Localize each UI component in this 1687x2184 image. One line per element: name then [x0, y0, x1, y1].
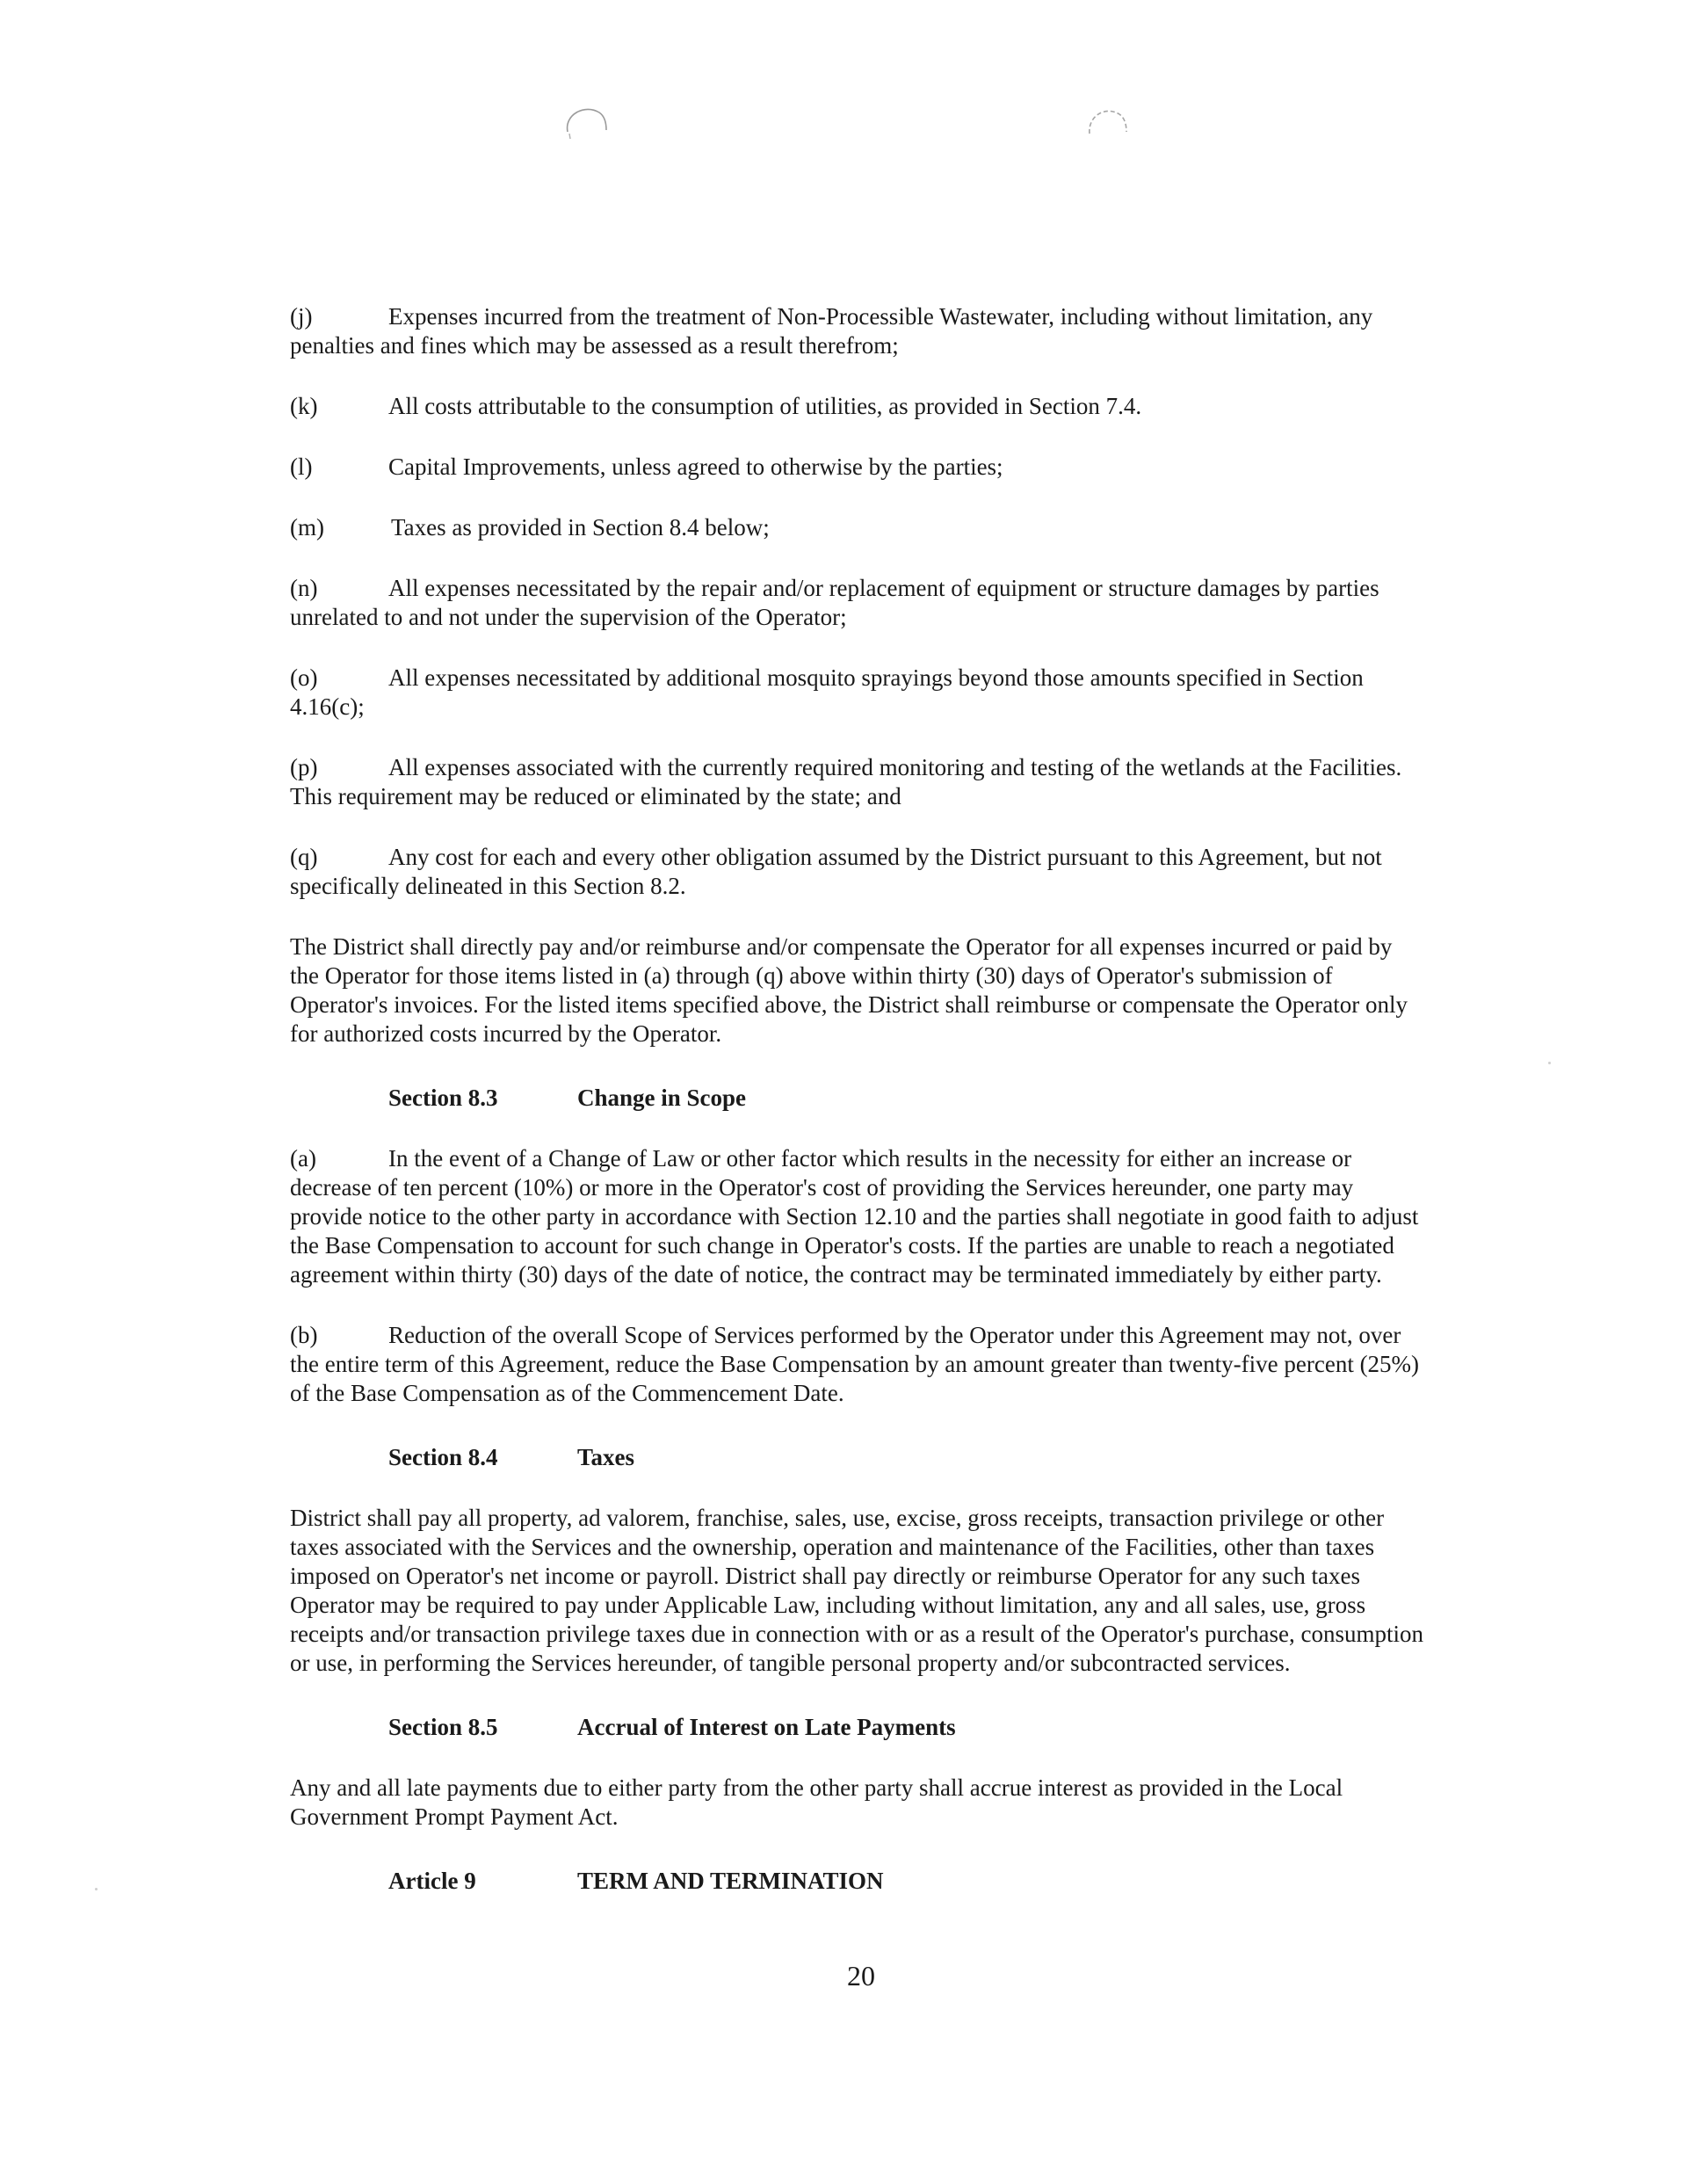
- list-item-n: [290, 574, 1423, 632]
- article-title: TERM AND TERMINATION: [577, 1868, 884, 1894]
- item-text: In the event of a Change of Law or other factor which results in the necessity for either an increase or decrease of ten percent (10%) or more in the Operator's cost of providing the Services hereunder, one party may provide notice to the other party in accordance with Section 12.10 and the parties shall negotiate in good faith to adjust the Base Compensation to account for such change in Operator's costs. If the parties are unable to reach a negotiated agreement within thirty (30) days of the date of notice, the contract may be terminated immediately by either party.: [290, 1145, 1419, 1288]
- list-item-q: [290, 843, 1423, 901]
- item-label: (n): [290, 575, 318, 601]
- section-title: Taxes: [577, 1444, 635, 1470]
- scan-speck: [1548, 1062, 1551, 1064]
- list-item-j: [290, 302, 1423, 360]
- item-text: Expenses incurred from the treatment of Non-Processible Wastewater, including without limitation, any penalties and fines which may be assessed as a result therefrom;: [290, 303, 1373, 359]
- item-label: (p): [290, 754, 318, 780]
- item-label: (k): [290, 393, 318, 419]
- section-8-4-paragraph: District shall pay all property, ad valorem, franchise, sales, use, excise, gross receipts, transaction privilege or other taxes associated with the Services and the ownership, operation and maintenance of the Facilities, other than taxes imposed on Operator's net income or payroll. District shall pay directly or reimburse Operator for any such taxes Operator may be required to pay under Applicable Law, including without limitation, any and all sales, use, gross receipts and/or transaction privilege taxes due in connection with or as a result of the Operator's purchase, consumption or use, in performing the Services hereunder, of tangible personal property and/or subcontracted services.: [290, 1505, 1423, 1676]
- item-label: (b): [290, 1322, 318, 1348]
- item-label: (m): [290, 514, 324, 541]
- section-8-5-paragraph: Any and all late payments due to either party from the other party shall accrue interest as provided in the Local Government Prompt Payment Act.: [290, 1774, 1343, 1830]
- list-item-o: [290, 664, 1423, 722]
- item-text: Reduction of the overall Scope of Services performed by the Operator under this Agreement may not, over the entire term of this Agreement, reduce the Base Compensation by an amount greater than twenty-five percent (25%) of the Base Compensation as of the Commencement Date.: [290, 1322, 1420, 1406]
- document-body: [290, 302, 1423, 1896]
- section-heading-8-3: [290, 1084, 1423, 1113]
- punch-hole-right: [1079, 98, 1135, 155]
- item-text: All costs attributable to the consumption of utilities, as provided in Section 7.4.: [388, 393, 1142, 419]
- list-item-k: [290, 392, 1423, 421]
- section-title: Change in Scope: [577, 1085, 747, 1111]
- item-label: (l): [290, 453, 313, 480]
- list-item-p: [290, 753, 1423, 811]
- section-number: Section 8.4: [388, 1444, 498, 1470]
- item-label: (a): [290, 1145, 316, 1172]
- section-number: Section 8.5: [388, 1714, 498, 1740]
- item-label: (o): [290, 664, 318, 691]
- section-title: Accrual of Interest on Late Payments: [577, 1714, 956, 1740]
- item-text: Taxes as provided in Section 8.4 below;: [391, 514, 770, 541]
- section-number: Section 8.3: [388, 1085, 498, 1111]
- item-text: All expenses necessitated by additional mosquito sprayings beyond those amounts specified in Section 4.16(c);: [290, 664, 1364, 720]
- item-label: (q): [290, 844, 318, 870]
- section-heading-8-5: [290, 1713, 1423, 1742]
- item-text: Capital Improvements, unless agreed to otherwise by the parties;: [388, 453, 1003, 480]
- article-heading-9: [290, 1867, 1423, 1896]
- page-number: 20: [847, 1960, 875, 1992]
- reimbursement-paragraph: The District shall directly pay and/or reimburse and/or compensate the Operator for all expenses incurred or paid by the Operator for those items listed in (a) through (q) above within thirty (30) days of Operator's submission of Operator's invoices. For the listed items specified above, the District shall reimburse or compensate the Operator only for authorized costs incurred by the Operator.: [290, 933, 1408, 1047]
- item-text: All expenses necessitated by the repair and/or replacement of equipment or structure damages by parties unrelated to and not under the supervision of the Operator;: [290, 575, 1379, 630]
- section-8-3-item-a: [290, 1144, 1423, 1289]
- section-8-3-item-b: [290, 1321, 1423, 1408]
- scan-speck: [95, 1888, 98, 1890]
- list-item-m: [290, 513, 1423, 542]
- item-text: All expenses associated with the currently required monitoring and testing of the wetlands at the Facilities. This requirement may be reduced or eliminated by the state; and: [290, 754, 1402, 809]
- section-heading-8-4: [290, 1443, 1423, 1472]
- item-text: Any cost for each and every other obligation assumed by the District pursuant to this Agreement, but not specifically delineated in this Section 8.2.: [290, 844, 1382, 899]
- article-number: Article 9: [388, 1868, 476, 1894]
- punch-hole-left: [559, 98, 615, 155]
- item-label: (j): [290, 303, 313, 330]
- list-item-l: [290, 453, 1423, 482]
